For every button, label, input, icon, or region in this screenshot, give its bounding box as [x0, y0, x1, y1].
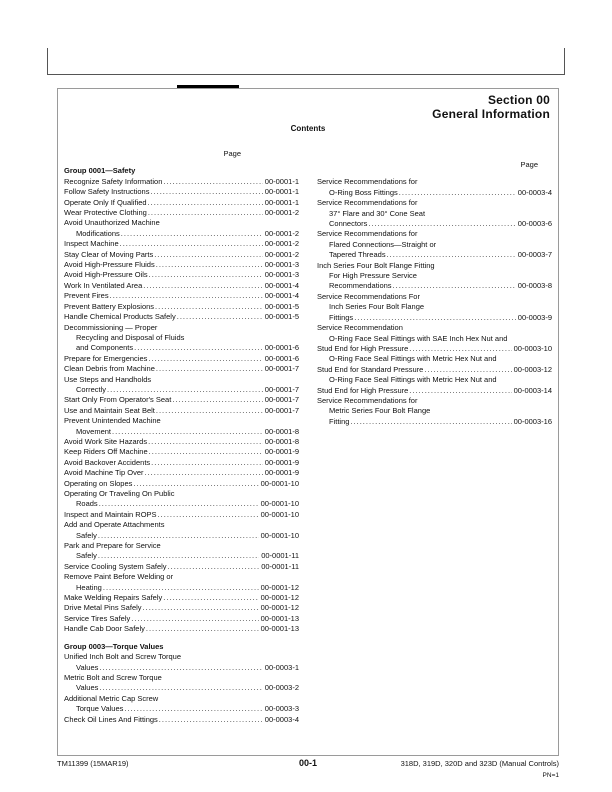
toc-entry-line [317, 344, 552, 354]
toc-entry-line [317, 313, 552, 323]
toc-column-right [317, 149, 552, 725]
dot-leader [143, 603, 259, 613]
toc-entry-title: Safely [76, 551, 97, 561]
dot-leader [110, 291, 263, 301]
toc-entry-title: Drive Metal Pins Safely [64, 603, 142, 613]
dot-leader [148, 208, 263, 218]
dot-leader [155, 302, 263, 312]
toc-page-number: 00-0001-5 [264, 312, 299, 322]
toc-entry-title: Torque Values [76, 704, 124, 714]
footer-model-info: 318D, 319D, 320D and 323D (Manual Controls) [400, 759, 559, 768]
toc-entry-line: Service Recommendations for [317, 395, 418, 405]
toc-page-number: 00-0001-12 [260, 582, 299, 592]
toc-entry-line: 37° Flare and 30° Cone Seat [329, 208, 426, 218]
toc-entry-title: Service Cooling System Safely [64, 561, 167, 571]
toc-entry-line [64, 187, 299, 197]
toc-entry-title: Work In Ventilated Area [64, 280, 143, 290]
dot-leader [368, 219, 515, 229]
toc-entry-line: Avoid Unauthorized Machine [64, 218, 160, 228]
toc-entry-title: Inspect and Maintain ROPS [64, 509, 157, 519]
toc-entry-line [64, 437, 299, 447]
toc-entry-line: Service Recommendations For [317, 291, 420, 301]
toc-entry-line [64, 291, 299, 301]
toc-page-number: 00-0001-2 [264, 208, 299, 218]
toc-entry-line: Service Recommendations for [317, 198, 418, 208]
toc-entry-title: Avoid High-Pressure Fluids [64, 260, 155, 270]
header-rule-right-tick [564, 48, 565, 75]
toc-entry-line [64, 614, 299, 624]
dot-leader [112, 427, 263, 437]
toc-page-number: 00-0003-9 [517, 312, 552, 322]
dot-leader [146, 624, 259, 634]
dot-leader [154, 250, 263, 260]
toc-entry-title: Keep Riders Off Machine [64, 447, 148, 457]
toc-page-number: 00-0001-4 [264, 291, 299, 301]
dot-leader [124, 704, 262, 714]
toc-entry-line [64, 715, 299, 725]
toc-entry-line [64, 385, 299, 395]
dot-leader [424, 365, 511, 375]
toc-page-number: 00-0001-12 [260, 593, 299, 603]
header-rule [47, 74, 565, 75]
dot-leader [158, 510, 259, 520]
toc-page-number: 00-0001-10 [260, 478, 299, 488]
toc-page-number: 00-0003-8 [517, 281, 552, 291]
toc-entry-line: Inch Series Four Bolt Flange [329, 302, 425, 312]
dot-leader [151, 458, 263, 468]
toc-entry-line [64, 343, 299, 353]
toc-entry-line: Add and Operate Attachments [64, 520, 165, 530]
toc-entry-title: Prevent Battery Explosions [64, 301, 155, 311]
toc-page-number: 00-0001-8 [264, 436, 299, 446]
toc-page-number: 00-0001-2 [264, 239, 299, 249]
dot-leader [148, 198, 263, 208]
toc-entry-line [317, 386, 552, 396]
toc-entry-title: Use and Maintain Seat Belt [64, 405, 155, 415]
toc-entry-line: Remove Paint Before Welding or [64, 572, 174, 582]
toc-entry-line [64, 663, 299, 673]
dot-leader [163, 593, 258, 603]
toc-page-number: 00-0001-9 [264, 468, 299, 478]
toc-group-heading: Group 0003—Torque Values [64, 641, 164, 651]
toc-entry-line [64, 531, 299, 541]
toc-entry-line: Additional Metric Cap Screw [64, 693, 159, 703]
toc-entry-title: Values [76, 683, 99, 693]
toc-page-number: 00-0001-6 [264, 353, 299, 363]
toc-entry-line [64, 229, 299, 239]
toc-entry-title: Fittings [329, 312, 354, 322]
section-title: General Information [432, 106, 550, 121]
toc-columns [58, 149, 558, 725]
toc-page-number: 00-0001-1 [264, 197, 299, 207]
dot-leader [143, 281, 263, 291]
toc-entry-line: Flared Connections—Straight or [329, 239, 437, 249]
toc-page-number: 00-0001-1 [264, 176, 299, 186]
contents-heading: Contents [290, 124, 326, 133]
toc-entry-title: Values [76, 662, 99, 672]
toc-entry-title: Avoid Work Site Hazards [64, 436, 148, 446]
toc-entry-line [317, 281, 552, 291]
dot-leader [144, 468, 262, 478]
toc-page-number: 00-0001-8 [264, 426, 299, 436]
toc-group-heading: Group 0001—Safety [64, 166, 136, 176]
dot-leader [399, 188, 516, 198]
toc-list-right [317, 177, 552, 427]
toc-page-number: 00-0001-3 [264, 270, 299, 280]
toc-entry-line: Service Recommendations for [317, 177, 418, 187]
dot-leader [134, 343, 263, 353]
toc-entry-line [64, 354, 299, 364]
footer-doc-number: TM11399 (15MAR19) [57, 759, 129, 768]
toc-entry-title: and Components [76, 343, 134, 353]
toc-entry-title: Roads [76, 499, 98, 509]
toc-entry-title: Heating [76, 582, 102, 592]
toc-page-number: 00-0003-1 [264, 662, 299, 672]
toc-entry-line: Metric Series Four Bolt Flange [329, 406, 431, 416]
toc-entry-line [64, 260, 299, 270]
page-column-label: Page [520, 160, 538, 169]
toc-entry-line: Operating Or Traveling On Public [64, 489, 175, 498]
toc-entry-title: Correctly [76, 384, 107, 394]
toc-entry-line: Use Steps and Handholds [64, 374, 152, 384]
toc-entry-line: Metric Bolt and Screw Torque [64, 672, 162, 682]
toc-entry-title: Stud End for Standard Pressure [317, 364, 424, 374]
toc-entry-line [64, 250, 299, 260]
toc-entry-line [64, 177, 299, 187]
toc-entry-line [317, 250, 552, 260]
toc-entry-line [64, 364, 299, 374]
toc-entry-line: Decommissioning — Proper [64, 322, 158, 332]
contents-box [57, 88, 559, 756]
toc-entry-line [64, 603, 299, 613]
toc-entry-line [64, 479, 299, 489]
header-rule-left-tick [47, 48, 48, 75]
toc-entry-title: Avoid High-Pressure Oils [64, 270, 148, 280]
toc-page-number: 00-0003-4 [517, 187, 552, 197]
dot-leader [409, 344, 511, 354]
dot-leader [98, 531, 259, 541]
dot-leader [131, 614, 258, 624]
toc-entry-line [64, 551, 299, 561]
toc-entry-line [64, 447, 299, 457]
toc-page-number: 00-0001-9 [264, 447, 299, 457]
toc-page-number: 00-0001-11 [261, 561, 299, 571]
toc-entry-line [64, 593, 299, 603]
toc-page-number: 00-0001-2 [264, 249, 299, 259]
toc-entry-title: Service Tires Safely [64, 613, 131, 623]
toc-entry-line [64, 427, 299, 437]
toc-page-number: 00-0001-7 [264, 405, 299, 415]
toc-page-number: 00-0001-1 [264, 187, 299, 197]
toc-entry-title: Tapered Threads [329, 250, 386, 260]
toc-page-number: 00-0001-10 [260, 509, 299, 519]
toc-entry-title: Prevent Fires [64, 291, 109, 301]
dot-leader [172, 395, 262, 405]
dot-leader [149, 447, 263, 457]
dot-leader [121, 229, 263, 239]
dot-leader [393, 281, 516, 291]
toc-list-left [64, 166, 299, 725]
toc-page-number: 00-0001-10 [260, 530, 299, 540]
toc-entry-title: Fitting [329, 416, 350, 426]
toc-entry-title: Stay Clear of Moving Parts [64, 249, 154, 259]
toc-page-number: 00-0003-4 [264, 714, 299, 724]
toc-entry-title: Inspect Machine [64, 239, 119, 249]
toc-page-number: 00-0001-4 [264, 280, 299, 290]
toc-page-number: 00-0001-10 [260, 499, 299, 509]
toc-entry-line [64, 406, 299, 416]
dot-leader [163, 177, 262, 187]
dot-leader [133, 479, 258, 489]
toc-page-number: 00-0003-7 [517, 250, 552, 260]
toc-entry-line [64, 312, 299, 322]
dot-leader [103, 583, 259, 593]
toc-page-number: 00-0003-12 [513, 364, 552, 374]
dot-leader [148, 437, 263, 447]
toc-entry-title: Handle Cab Door Safely [64, 624, 145, 634]
dot-leader [350, 417, 511, 427]
toc-entry-line [64, 458, 299, 468]
toc-entry-line: Inch Series Four Bolt Flange Fitting [317, 260, 435, 270]
toc-page-number: 00-0001-3 [264, 260, 299, 270]
toc-entry-line [64, 281, 299, 291]
page-column-label: Page [223, 149, 241, 158]
toc-entry-line: O-Ring Face Seal Fittings with Metric Hex Nut and [329, 354, 497, 364]
toc-entry-line [64, 562, 299, 572]
toc-page-number: 00-0003-10 [513, 343, 552, 353]
toc-entry-line [317, 188, 552, 198]
dot-leader [156, 364, 263, 374]
dot-leader [99, 499, 259, 509]
dot-leader [148, 354, 262, 364]
toc-entry-line [64, 704, 299, 714]
dot-leader [409, 386, 511, 396]
section-number: Section 00 [487, 93, 550, 107]
toc-entry-title: Recognize Safety Information [64, 176, 163, 186]
toc-entry-line [64, 510, 299, 520]
dot-leader [177, 312, 263, 322]
dot-leader [156, 406, 263, 416]
toc-entry-line: Service Recommendations for [317, 229, 418, 239]
toc-page-number: 00-0001-9 [264, 457, 299, 467]
dot-leader [98, 551, 259, 561]
toc-entry-line [317, 365, 552, 375]
dot-leader [354, 313, 516, 323]
toc-page-number: 00-0003-3 [264, 704, 299, 714]
toc-entry-line: For High Pressure Service [329, 271, 417, 281]
toc-page-number: 00-0003-16 [513, 416, 552, 426]
toc-entry-title: Stud End for High Pressure [317, 343, 409, 353]
toc-entry-title: O-Ring Boss Fittings [329, 187, 398, 197]
toc-entry-line: Park and Prepare for Service [64, 541, 161, 551]
toc-page-number: 00-0001-7 [264, 395, 299, 405]
toc-entry-line [64, 395, 299, 405]
toc-entry-line [64, 208, 299, 218]
toc-page-number: 00-0003-14 [513, 385, 552, 395]
dot-leader [149, 270, 263, 280]
toc-entry-title: Movement [76, 426, 112, 436]
toc-entry-title: Clean Debris from Machine [64, 364, 155, 374]
toc-entry-title: Safely [76, 530, 97, 540]
toc-entry-line [64, 499, 299, 509]
dot-leader [120, 239, 263, 249]
toc-entry-title: Handle Chemical Products Safely [64, 312, 176, 322]
toc-page-number: 00-0001-5 [264, 301, 299, 311]
toc-entry-line [64, 270, 299, 280]
dot-leader [150, 187, 262, 197]
toc-entry-line [317, 219, 552, 229]
toc-entry-title: Prepare for Emergencies [64, 353, 148, 363]
dot-leader [107, 385, 263, 395]
toc-column-left [64, 149, 299, 725]
toc-entry-title: Start Only From Operator's Seat [64, 395, 172, 405]
title-block [58, 89, 558, 121]
toc-page-number: 00-0001-13 [260, 613, 299, 623]
toc-entry-line [64, 468, 299, 478]
dot-leader [168, 562, 260, 572]
toc-entry-title: Avoid Backover Accidents [64, 457, 151, 467]
toc-page-number: 00-0001-2 [264, 228, 299, 238]
toc-entry-line [64, 624, 299, 634]
toc-entry-line [64, 583, 299, 593]
dot-leader [387, 250, 516, 260]
toc-entry-line: Unified Inch Bolt and Screw Torque [64, 652, 182, 662]
toc-entry-title: Avoid Machine Tip Over [64, 468, 144, 478]
toc-entry-title: Operating on Slopes [64, 478, 133, 488]
toc-entry-title: Connectors [329, 219, 368, 229]
toc-page-number: 00-0001-7 [264, 384, 299, 394]
toc-page-number: 00-0001-11 [261, 551, 299, 561]
toc-entry-line: Recycling and Disposal of Fluids [76, 332, 185, 342]
toc-page-number: 00-0003-6 [517, 219, 552, 229]
toc-entry-line [317, 417, 552, 427]
toc-entry-line [64, 302, 299, 312]
toc-entry-line: Service Recommendation [317, 323, 403, 333]
toc-entry-title: Wear Protective Clothing [64, 208, 147, 218]
toc-entry-title: Stud End for High Pressure [317, 385, 409, 395]
toc-entry-line [64, 683, 299, 693]
footer-pn: PN=1 [542, 772, 559, 779]
dot-leader [156, 260, 263, 270]
footer-page-number: 00-1 [298, 758, 318, 768]
toc-entry-line: O-Ring Face Seal Fittings with SAE Inch Hex Nut and [329, 333, 508, 343]
toc-entry-line [64, 239, 299, 249]
toc-page-number: 00-0003-2 [264, 683, 299, 693]
toc-entry-line [64, 198, 299, 208]
toc-entry-line: Prevent Unintended Machine [64, 416, 161, 426]
dot-leader [99, 663, 262, 673]
toc-page-number: 00-0001-6 [264, 343, 299, 353]
toc-entry-title: Recommendations [329, 281, 392, 291]
toc-entry-title: Follow Safety Instructions [64, 187, 150, 197]
toc-entry-title: Modifications [76, 228, 120, 238]
dot-leader [159, 715, 263, 725]
toc-entry-title: Operate Only If Qualified [64, 197, 147, 207]
toc-page-number: 00-0001-13 [260, 624, 299, 634]
toc-entry-title: Check Oil Lines And Fittings [64, 714, 158, 724]
toc-entry-line: O-Ring Face Seal Fittings with Metric Hex Nut and [329, 375, 497, 385]
toc-page-number: 00-0001-12 [260, 603, 299, 613]
toc-page-number: 00-0001-7 [264, 364, 299, 374]
dot-leader [99, 683, 262, 693]
toc-entry-title: Make Welding Repairs Safely [64, 593, 163, 603]
